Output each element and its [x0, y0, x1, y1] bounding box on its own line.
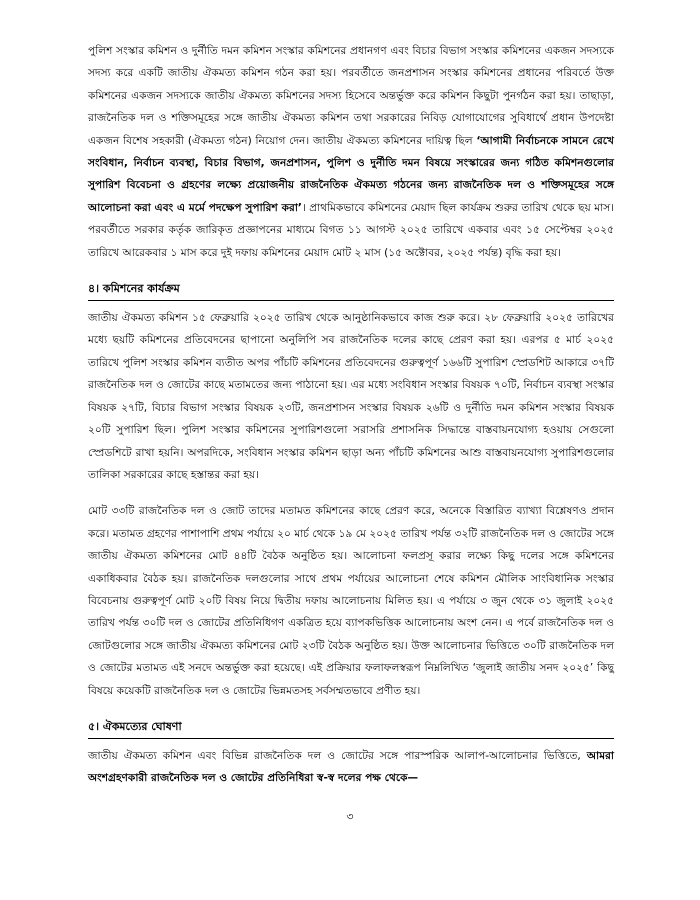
commission-formation-paragraph	[88, 40, 614, 264]
page-number: ৩	[346, 810, 354, 823]
formation-text-part2: । প্রাথমিকভাবে কমিশনের মেয়াদ ছিল কার্যক্রম শুরুর তারিখ থেকে ছয় মাস। পরবর্তীতে সরকার কর্তৃক জারিকৃত প্রজ্ঞাপনের মাধ্যমে বিগত ১১ আগস্ট ২০২৫ তারিখে একবার এবং ১৫ সেপ্টেম্বর ২০২৫ তারিখে আরেকবার ১ মাস করে দুই দফায় কমিশনের মেয়াদ মোট ২ মাস (১৫ অক্টোবর, ২০২৫ পর্যন্ত) বৃদ্ধি করা হয়।	[88, 201, 614, 259]
section-5-heading: ৫। ঐকমত্যের ঘোষণা	[88, 716, 614, 739]
section-5-paragraph	[88, 745, 614, 790]
formation-text-part1: পুলিশ সংস্কার কমিশন ও দুর্নীতি দমন কমিশন সংস্কার কমিশনের প্রধানগণ এবং বিচার বিভাগ সংস্কার কমিশনের একজন সদস্যকে সদস্য করে একটি জাতীয় ঐকমত্য কমিশন গঠন করা হয়। পরবর্তীতে জনপ্রশাসন সংস্কার কমিশনের প্রধানের পরিবর্তে উক্ত কমিশনের একজন সদস্যকে জাতীয় ঐকমত্য কমিশনের সদস্য হিসেবে অন্তর্ভুক্ত করে কমিশন কিছুটা পুনর্গঠন করা হয়। তাছাড়া, রাজনৈতিক দল ও শক্তিসমূহের সঙ্গে জাতীয় ঐকমত্য কমিশন তথা সরকারের নিবিড় যোগাযোগের সুবিধার্থে প্রধান উপদেষ্টা একজন বিশেষ সহকারী (ঐকমত্য গঠন) নিয়োগ দেন। জাতীয় ঐকমত্য কমিশনের দায়িত্ব ছিল	[88, 45, 614, 147]
document-body	[88, 40, 614, 804]
section-4-paragraph-2: মোট ৩৩টি রাজনৈতিক দল ও জোট তাদের মতামত কমিশনের কাছে প্রেরণ করে, অনেকে বিস্তারিত ব্যাখ্যা বিশ্লেষণও প্রদান করে। মতামত গ্রহণের পাশাপাশি প্রথম পর্যায়ে ২০ মার্চ থেকে ১৯ মে ২০২৫ তারিখ পর্যন্ত ৩২টি রাজনৈতিক দল ও জোটের সঙ্গে জাতীয় ঐকমত্য কমিশনের মোট ৪৪টি বৈঠক অনুষ্ঠিত হয়। আলোচনা ফলপ্রসূ করার লক্ষ্যে কিছু দলের সঙ্গে কমিশনের একাধিকবার বৈঠক হয়। রাজনৈতিক দলগুলোর সাথে প্রথম পর্যায়ের আলোচনা শেষে কমিশন মৌলিক সাংবিধানিক সংস্কার বিবেচনায় গুরুত্বপূর্ণ মোট ২০টি বিষয় নিয়ে দ্বিতীয় দফায় আলোচনায় মিলিত হয়। এ পর্যায়ে ৩ জুন থেকে ৩১ জুলাই ২০২৫ তারিখ পর্যন্ত ৩০টি দল ও জোটের প্রতিনিধিগণ একত্রিত হয়ে ব্যাপকভিত্তিক আলোচনায় অংশ নেন। এ পর্বে রাজনৈতিক দল ও জোটগুলোর সঙ্গে জাতীয় ঐকমত্য কমিশনের মোট ২৩টি বৈঠক অনুষ্ঠিত হয়। উক্ত আলোচনার ভিত্তিতে ৩০টি রাজনৈতিক দল ও জোটের মতামত এই সনদে অন্তর্ভুক্ত করা হয়েছে। এই প্রক্রিয়ার ফলাফলস্বরূপ নিম্নলিখিত ‘জুলাই জাতীয় সনদ ২০২৫’ কিছু বিষয়ে কয়েকটি রাজনৈতিক দল ও জোটের ভিন্নমতসহ সর্বসম্মতভাবে প্রণীত হয়।	[88, 505, 614, 697]
commission-mandate-bold-text: ‘আগামী নির্বাচনকে সামনে রেখে সংবিধান, নির্বাচন ব্যবস্থা, বিচার বিভাগ, জনপ্রশাসন, পুলিশ ও দুর্নীতি দমন বিষয়ে সংস্কারের জন্য গঠিত কমিশনগুলোর সুপারিশ বিবেচনা ও গ্রহণের লক্ষ্যে প্রয়োজনীয় রাজনৈতিক ঐকমত্য গঠনের জন্য রাজনৈতিক দল ও শক্তিসমূহের সঙ্গে আলোচনা করা এবং এ মর্মে পদক্ষেপ সুপারিশ করা’	[88, 134, 614, 214]
declaration-bold-text: আমরা অংশগ্রহণকারী রাজনৈতিক দল ও জোটের প্রতিনিধিরা স্ব-স্ব দলের পক্ষ থেকে—	[88, 749, 614, 785]
section-4-heading: ৪। কমিশনের কার্যক্রম	[88, 278, 614, 301]
declaration-text: জাতীয় ঐকমত্য কমিশন এবং বিভিন্ন রাজনৈতিক দল ও জোটের সঙ্গে পারস্পরিক আলাপ-আলোচনার ভিত্তিতে,	[88, 749, 587, 762]
section-4-paragraph-1: জাতীয় ঐকমত্য কমিশন ১৫ ফেব্রুয়ারি ২০২৫ তারিখ থেকে আনুষ্ঠানিকভাবে কাজ শুরু করে। ২৮ ফেব্রুয়ারি ২০২৫ তারিখের মধ্যে ছয়টি কমিশনের প্রতিবেদনের ছাপানো অনুলিপি সব রাজনৈতিক দলের কাছে প্রেরণ করা হয়। এরপর ৫ মার্চ ২০২৫ তারিখে পুলিশ সংস্কার কমিশন ব্যতীত অপর পাঁচটি কমিশনের প্রতিবেদনের গুরুত্বপূর্ণ ১৬৬টি সুপারিশ স্প্রেডশিট আকারে ৩৭টি রাজনৈতিক দল ও জোটের কাছে মতামতের জন্য পাঠানো হয়। এর মধ্যে সংবিধান সংস্কার বিষয়ক ৭০টি, নির্বাচন ব্যবস্থা সংস্কার বিষয়ক ২৭টি, বিচার বিভাগ সংস্কার বিষয়ক ২৩টি, জনপ্রশাসন সংস্কার বিষয়ক ২৬টি ও দুর্নীতি দমন কমিশন সংস্কার বিষয়ক ২০টি সুপারিশ ছিল। পুলিশ সংস্কার কমিশনের সুপারিশগুলো সরাসরি প্রশাসনিক সিদ্ধান্তে বাস্তবায়নযোগ্য হওয়ায় সেগুলো স্প্রেডশিটে রাখা হয়নি। অপরদিকে, সংবিধান সংস্কার কমিশন ছাড়া অন্য পাঁচটি কমিশনের আশু বাস্তবায়নযোগ্য সুপারিশগুলোর তালিকা সরকারের কাছে হস্তান্তর করা হয়।	[88, 312, 614, 481]
